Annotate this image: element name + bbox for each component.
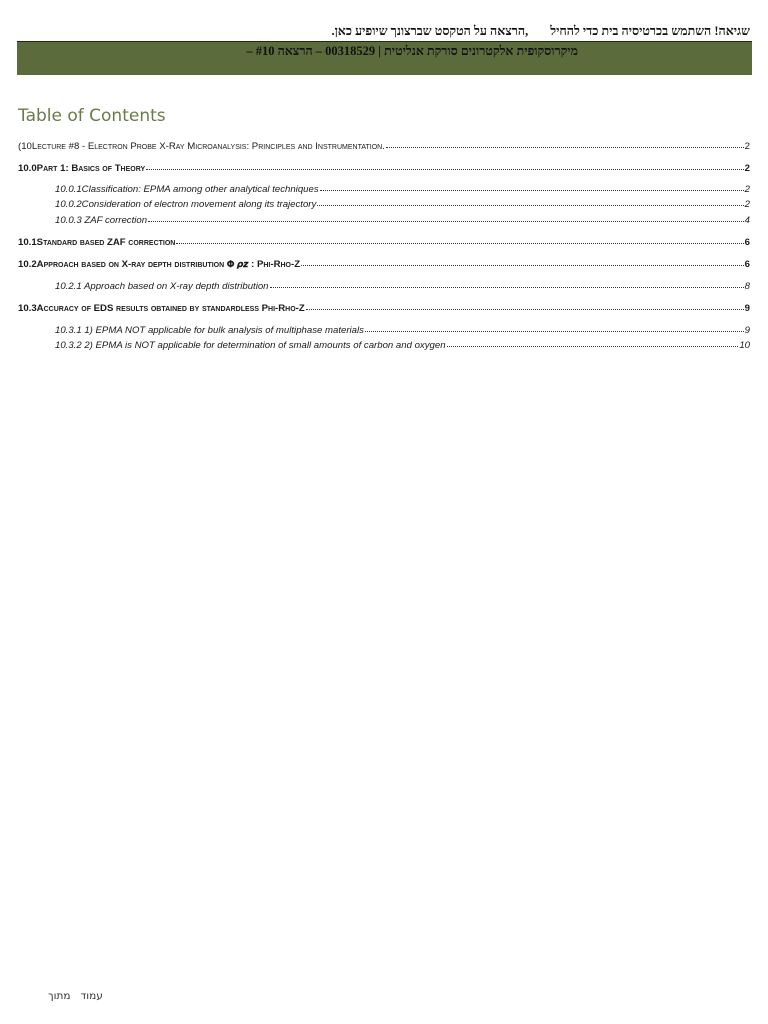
toc-entry-page: 8: [744, 281, 750, 292]
toc-entry-page: 2: [744, 199, 750, 210]
page-footer: [38, 990, 103, 1002]
toc-entry[interactable]: [18, 235, 750, 248]
header-band-title: מיקרוסקופית אלקטרונים סורקת אנליטית | 00318529 – הרצאה #10 –: [246, 44, 578, 58]
toc-leader-dots: [146, 160, 743, 170]
toc-leader-dots: [176, 234, 743, 244]
toc-entry[interactable]: [55, 197, 750, 210]
toc-entry-label: 10.0Part 1: Basics of Theory: [18, 163, 146, 174]
toc-entry-label: 10.3Accuracy of EDS results obtained by standardless Phi-Rho-Z: [18, 303, 305, 314]
toc-entry[interactable]: [55, 323, 750, 336]
toc-entry-label: 10.0.3 ZAF correction: [55, 215, 148, 226]
toc-leader-dots: [365, 322, 744, 332]
toc-entry[interactable]: [18, 161, 750, 174]
toc-entry-label: 10.0.2Consideration of electron movement along its trajectory: [55, 199, 317, 210]
toc-entry[interactable]: [55, 213, 750, 226]
toc-entry-label: 10.2.1 Approach based on X-ray depth distribution: [55, 281, 269, 292]
toc-entry[interactable]: [55, 338, 750, 351]
toc-leader-dots: [386, 138, 744, 148]
header-error-part1: שגיאה! השתמש בכרטיסיה בית כדי להחיל: [550, 24, 750, 38]
footer-of-word: מתוך: [48, 990, 71, 1002]
toc-leader-dots: [148, 212, 744, 222]
toc-entry[interactable]: [18, 257, 750, 270]
header-error-text: [18, 22, 750, 40]
toc-entry-page: 6: [744, 259, 750, 270]
toc-entry-page: 4: [744, 215, 750, 226]
toc-entry[interactable]: [55, 279, 750, 292]
footer-page-word: עמוד: [80, 990, 103, 1002]
toc-entry-label: 10.3.2 2) EPMA is NOT applicable for determination of small amounts of carbon and oxygen: [55, 340, 446, 351]
toc-title: Table of Contents: [18, 106, 166, 126]
toc-leader-dots: [317, 196, 743, 206]
toc-entry-page: 9: [744, 303, 750, 314]
toc-entry-label: 10.1Standard based ZAF correction: [18, 237, 176, 248]
toc-entry-page: 2: [744, 184, 750, 195]
toc-leader-dots: [270, 278, 744, 288]
toc-leader-dots: [320, 181, 744, 191]
toc-entry[interactable]: [18, 301, 750, 314]
toc-entry-page: 2: [744, 163, 750, 174]
toc-leader-dots: [447, 337, 739, 347]
toc-leader-dots: [306, 300, 744, 310]
toc-entry-page: 6: [744, 237, 750, 248]
header-error-part2: ,הרצאה על הטקסט שברצונך שיופיע כאן.: [331, 24, 529, 38]
toc-entry[interactable]: [55, 182, 750, 195]
toc-entry[interactable]: [18, 139, 750, 152]
toc-entry-page: 9: [744, 325, 750, 336]
toc-entry-page: 2: [744, 141, 750, 152]
toc-entry-page: 10: [739, 340, 750, 351]
toc-entry-label: 10.0.1Classification: EPMA among other analytical techniques: [55, 184, 319, 195]
toc-entry-label: 10.3.1 1) EPMA NOT applicable for bulk analysis of multiphase materials: [55, 325, 364, 336]
toc-leader-dots: [301, 256, 744, 266]
toc-entry-label: 10.2Approach based on X-ray depth distribution 𝚽 𝝆𝒛 : Phi-Rho-Z: [18, 259, 301, 270]
toc-entry-label: (10Lecture #8 - Electron Probe X-Ray Microanalysis: Principles and Instrumentation.: [18, 141, 385, 152]
header-band: [17, 41, 752, 75]
